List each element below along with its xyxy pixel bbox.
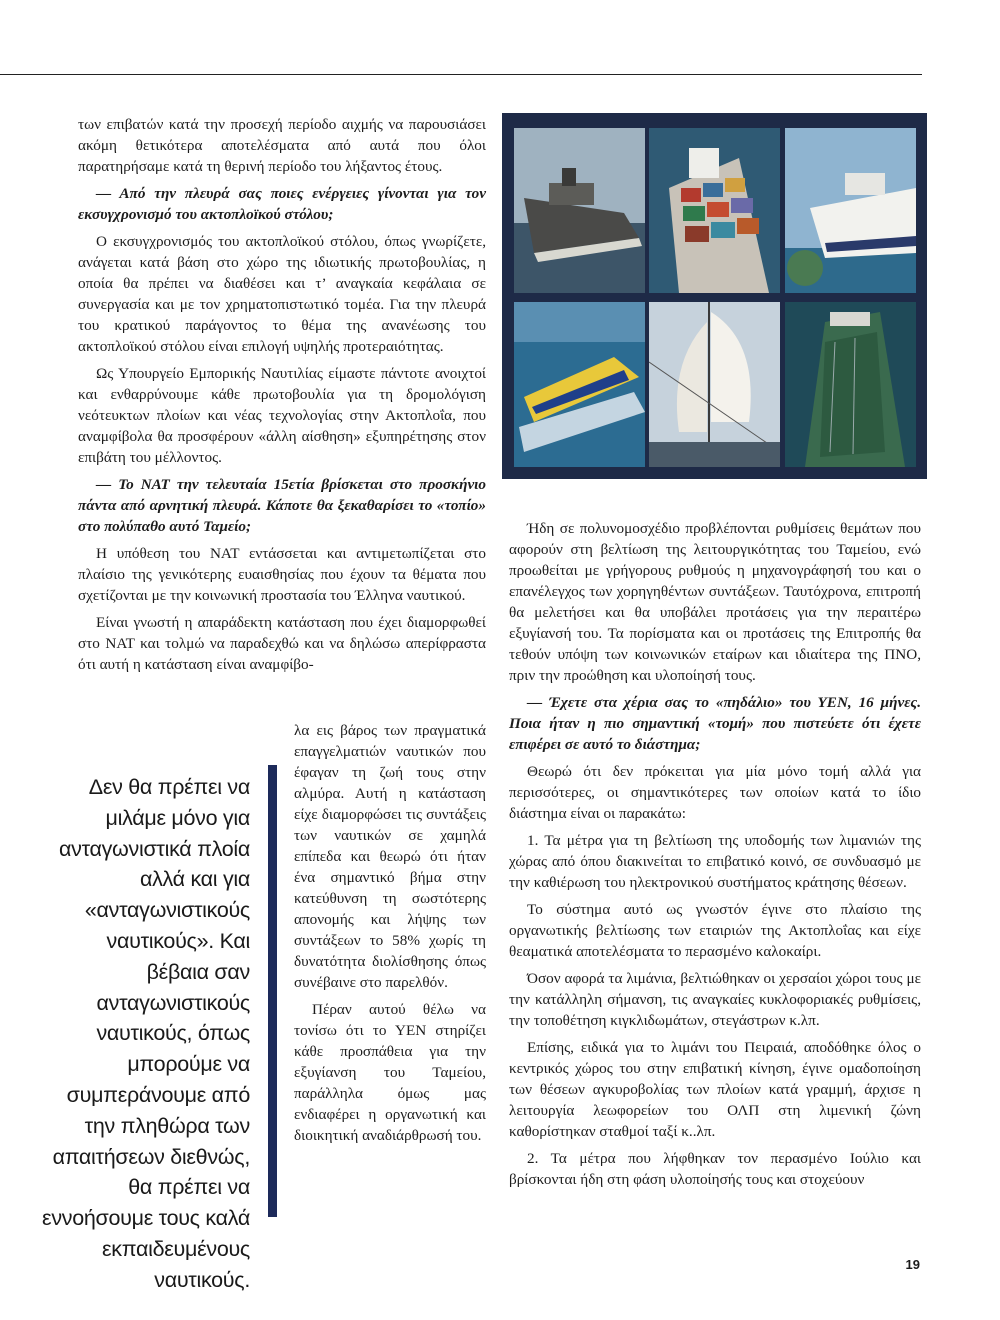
hydrofoil-photo: [514, 302, 645, 467]
paragraph: Η υπόθεση του ΝΑΤ εντάσσεται και αντιμετωπίζεται στο πλαίσιο της γενικότερης ευαισθησίας που έχουν τα θέματα που σχετίζονται με την κοινωνική προστασία του Έλληνα ναυτικού.: [78, 545, 486, 604]
paragraph: 1. Τα μέτρα για τη βελτίωση της υποδομής των λιμανιών της χώρας από όπου διακινείται το επιβατικό κοινό, σε συνδυασμό με την καθιέρωση του ηλεκτρονικού συστήματος κράτησης θέσεων.: [509, 832, 921, 891]
container-ship-photo: [649, 128, 780, 293]
pull-quote: Δεν θα πρέπει να μιλάμε μόνο για ανταγωνιστικά πλοία αλλά και για «ανταγωνιστικούς ναυτικούς». Και βέβαια σαν ανταγωνιστικούς ναυτικούς, όπως μπορούμε να συμπεράνουμε από την πληθώρα των απαιτήσεων διεθνώς, θα πρέπει να εννοήσουμε τους καλά εκπαιδευμένους ναυτικούς.: [42, 775, 250, 1292]
paragraph: Όσον αφορά τα λιμάνια, βελτιώθηκαν οι χερσαίοι χώροι τους με την κατάλληλη σήμανση, τις αναγκαίες κυκλοφοριακές ρυθμίσεις, την τοποθέτηση κιγκλιδωμάτων, στεγάστρων κ.λπ.: [509, 970, 921, 1029]
left-column: [78, 114, 486, 681]
paragraph: Θεωρώ ότι δεν πρόκειται για μία μόνο τομή αλλά για περισσότερες, οι σημαντικότερες των οποίων κατά το ίδιο διάστημα είναι οι παρακάτω:: [509, 763, 921, 822]
header-rule: [0, 74, 922, 75]
paragraph: 2. Τα μέτρα που λήφθηκαν τον περασμένο Ιούλιο και βρίσκονται ήδη στη φάση υλοποίησής τους και στοχεύουν: [509, 1150, 921, 1188]
paragraph: των επιβατών κατά την προσεχή περίοδο αιχμής να παρουσιάσει ακόμη θετικότερα αποτελέσματα από αυτά που όλοι παρατηρήσαμε κατά τη θερινή περίοδο του λήξαντος έτους.: [78, 116, 486, 175]
sailing-ship-photo: [649, 302, 780, 467]
cruise-ship-photo: [514, 128, 645, 293]
paragraph: Πέραν αυτού θέλω να τονίσω ότι το ΥΕΝ στηρίζει κάθε προσπάθεια για την εξυγίανση του Ταμείου, παράλληλα όμως μας ενδιαφέρει η οργανωτική και διοικητική αναδιάρθρωσή του.: [294, 1001, 486, 1144]
paragraph: Ο εκσυγχρονισμός του ακτοπλοϊκού στόλου, όπως γνωρίζετε, ανάγεται κατά βάση στο χώρο της ιδιωτικής πρωτοβουλίας, η οποία θα πρέπει να διαθέσει και τ’ αναγκαία κεφάλαια σε συνεργασία και με τον χρηματοπιστωτικό τομέα. Για την πλευρά του κρατικού παράγοντος το θέμα της ανανέωσης του ακτοπλοϊκού στόλου είναι επιλογή υψηλής προτεραιότητας.: [78, 233, 486, 355]
paragraph: Ήδη σε πολυνομοσχέδιο προβλέπονται ρυθμίσεις θεμάτων που αφορούν στη βελτίωση της λειτουργικότητας του Ταμείου, ενώ προωθείται με γρήγορους ρυθμούς η μηχανογράφησή του και ο επανέλεγχος των χορηγηθέντων συντάξεων. Ταυτόχρονα, επιτροπή θα μελετήσει και θα υποβάλει προτάσεις για την περαιτέρω εξυγίανσή του. Τα πορίσματα και οι προτάσεις της Επιτροπής θα τεθούν υπόψη των κοινωνικών εταίρων και ιδιαίτερα της ΠΝΟ, πριν την προώθηση και υλοποίησή τους.: [509, 520, 921, 684]
paragraph: Ως Υπουργείο Εμπορικής Ναυτιλίας είμαστε πάντοτε ανοιχτοί και ενθαρρύνουμε κάθε πρωτοβουλία για τη δρομολόγιση νεότευκτων πλοίων και νέας τεχνολογίας στην Ακτοπλοΐα, που αναμφίβολα θα προσφέρουν «άλλη αίσθηση» εξυπηρέτησης στον επιβάτη του μέλλοντος.: [78, 365, 486, 466]
ship-photo-collage: [502, 113, 927, 479]
paragraph: Το σύστημα αυτό ως γνωστόν έγινε στο πλαίσιο της οργανωτικής βελτίωσης των εταιριών της Ακτοπλοΐας και είχε θεαματικά αποτελέσματα το περασμένο καλοκαίρι.: [509, 901, 921, 960]
ferry-photo: [785, 128, 916, 293]
question: — Από την πλευρά σας ποιες ενέργειες γίνονται για τον εκσυγχρονισμό του ακτοπλοϊκού στόλου;: [78, 185, 486, 223]
page-number: 19: [905, 1257, 920, 1272]
question: — Το ΝΑΤ την τελευταία 15ετία βρίσκεται στο προσκήνιο πάντα από αρνητική πλευρά. Κάποτε θα ξεκαθαρίσει το «τοπίο» στο πολύπαθο αυτό Ταμείο;: [78, 476, 486, 535]
question: — Έχετε στα χέρια σας το «πηδάλιο» του ΥΕΝ, 16 μήνες. Ποια ήταν η πιο σημαντική «τομή» που πιστεύετε ότι έχετε επιφέρει σε αυτό το διάστημα;: [509, 694, 921, 753]
paragraph: Επίσης, ειδικά για το λιμάνι του Πειραιά, αποδόθηκε όλος ο κεντρικός χώρος του στην επιβατική κίνηση, έγινε ομαδοποίηση των θέσεων αγκυροβολίας των πλοίων κατά γραμμή, άρχισε η λειτουργία λεωφορείων του ΟΛΠ στη λιμενική ζώνη καθορίστηκαν σταθμοί ταξί κ..λπ.: [509, 1039, 921, 1140]
tanker-photo: [785, 302, 916, 467]
left-narrow-column: [294, 720, 486, 1152]
paragraph: Είναι γνωστή η απαράδεκτη κατάσταση που έχει διαμορφωθεί στο ΝΑΤ και τολμώ να παραδεχθώ και να δηλώσω απερίφραστα ότι αυτή η κατάσταση είναι αναμφίβο-: [78, 614, 486, 673]
paragraph: λα εις βάρος των πραγματικά επαγγελματιών ναυτικών που έφαγαν τη ζωή τους στην αλμύρα. Αυτή η κατάσταση είχε διαμορφώσει τις συντάξεις των ναυτικών σε χαμηλά επίπεδα και θεωρώ ότι ήταν ένα σημαντικό βήμα στην κατεύθυνση τη σωστότερης απονομής και λήψης των συντάξεων το 58% χωρίς τη δυνατότητα διολίσθησης όπως συνέβαινε στο παρελθόν.: [294, 722, 486, 991]
right-column: [509, 518, 921, 1196]
pull-quote-bar: [268, 765, 277, 1217]
